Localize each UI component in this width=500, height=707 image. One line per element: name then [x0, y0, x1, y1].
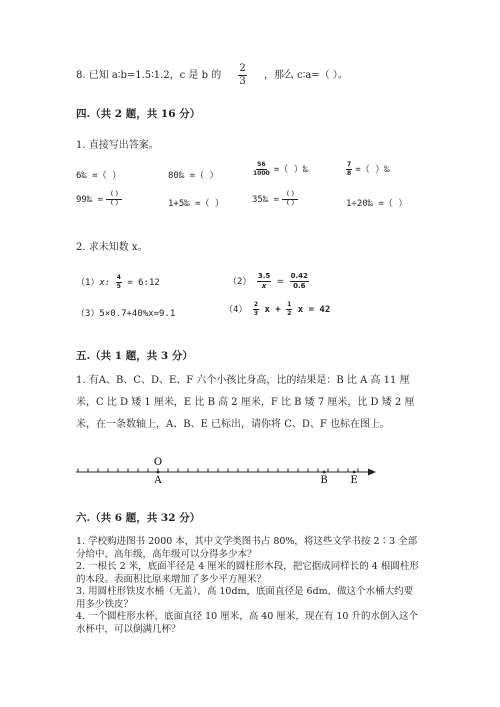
- q8-suffix: ，那么 c∶a=（ ）。: [263, 70, 348, 81]
- s4-q2-eq4-fraction-1: $\frac{2}{3}$: [253, 301, 259, 317]
- s4-q2-eq3: （3）5×0.7+40%x=9.1: [76, 309, 176, 319]
- number-line-arrow: [368, 469, 376, 476]
- number-line-point: [157, 471, 160, 474]
- s5-q1-text: 1. 有A、B、C、D、E、F 六个小孩比身高，比的结果是：B 比 A 高 11 厘米，C 比 D 矮 1 厘米，E 比 B 高 2 厘米，F 比 B 矮 7 厘米，比 D 矮 2 厘米，在一条数轴上，A、B、E 已标出，请你将 C、D、F 也标在图上。: [76, 375, 415, 430]
- q8-prefix: 8. 已知 a∶b=1.5∶1.2，c 是 b 的: [76, 70, 222, 81]
- s4-q2-eq4: （4） $\frac{2}{3}$ x + $\frac{1}{2}$ x = 42: [224, 301, 331, 317]
- s4-q2-eq2: （2） $\frac{3.5}{x}$ = $\frac{0.42}{0.6}$: [228, 272, 308, 290]
- s4-q1-r1-d: $\frac{7}{8}$ =（ ）‰: [347, 161, 390, 177]
- s4-q1-r2-c-fraction: $\frac{( )}{( )}$: [283, 191, 298, 207]
- s4-q1-r1-c: $\frac{56}{1000}$ =（ ）‰: [253, 161, 309, 177]
- s4-q1-r1-b: 80‰ =（ ）: [168, 171, 219, 181]
- section-6-heading: 六.（共 6 题，共 32 分）: [76, 512, 201, 524]
- s4-q1-r2-c: 35‰ = $\frac{( )}{( )}$: [252, 191, 298, 207]
- number-line-point: [353, 471, 356, 474]
- s4-q1-r2-a-fraction: $\frac{( )}{( )}$: [107, 191, 122, 207]
- point-b-label: B: [320, 475, 328, 486]
- number-line-point: [323, 471, 326, 474]
- origin-label: O: [153, 457, 163, 468]
- s4-q1-r2-d: 1÷20‰ =（ ）: [346, 199, 408, 209]
- s6-q1: 1. 学校购进图书 2000 本，其中文学类图书占 80%，将这些文学书按 2∶3 全部分给中、高年级，高年级可以分得多少本？: [76, 536, 418, 560]
- s4-q1-title: 1. 直接写出答案。: [76, 140, 159, 151]
- s6-q3: 3. 用圆柱形铁皮水桶（无盖），高 10dm，底面直径是 6dm，做这个水桶大约要用多少铁皮？: [76, 586, 414, 610]
- s6-q4: 4. 一个圆柱形水杯，底面直径 10 厘米，高 40 厘米，现在有 10 升的水倒入这个水杯中，可以倒满几杯？: [76, 611, 418, 635]
- number-line: [70, 452, 380, 488]
- s4-q2-eq2-right-fraction: $\frac{0.42}{0.6}$: [290, 272, 308, 290]
- s4-q1-r1-d-fraction: $\frac{7}{8}$: [347, 161, 352, 177]
- point-a-label: A: [154, 475, 162, 486]
- s4-q2-title: 2. 求未知数 x。: [76, 242, 148, 253]
- question-8: [76, 64, 348, 87]
- number-line-ticks: [78, 469, 358, 474]
- s4-q2-eq4-fraction-2: $\frac{1}{2}$: [287, 301, 292, 317]
- s4-q2-eq2-left-fraction: $\frac{3.5}{x}$: [257, 272, 271, 290]
- s4-q2-eq1: （1）x: $\frac{4}{5}$ = 6:12: [76, 274, 160, 290]
- section-4-heading: 四.（共 2 题，共 16 分）: [76, 108, 201, 120]
- s4-q1-r1-a: 6‰ =（ ）: [76, 171, 122, 181]
- s4-q1-r2-b: 1+5‰ =（ ）: [168, 199, 224, 209]
- section-5-heading: 五.（共 1 题，共 3 分）: [76, 350, 193, 362]
- s4-q1-r2-a: 99‰ = $\frac{( )}{( )}$: [76, 191, 122, 207]
- s4-q2-eq1-fraction: $\frac{4}{5}$: [116, 274, 121, 290]
- q8-fraction: $\frac{2}{3}$: [239, 63, 246, 87]
- point-e-label: E: [350, 475, 358, 486]
- s6-q2: 2. 一根长 2 米，底面半径是 4 厘米的圆柱形木段，把它据成同样长的 4 根圆柱形的木段。表面积比原来增加了多少平方厘米？: [76, 561, 419, 585]
- s4-q1-r1-c-fraction: $\frac{56}{1000}$: [253, 161, 270, 177]
